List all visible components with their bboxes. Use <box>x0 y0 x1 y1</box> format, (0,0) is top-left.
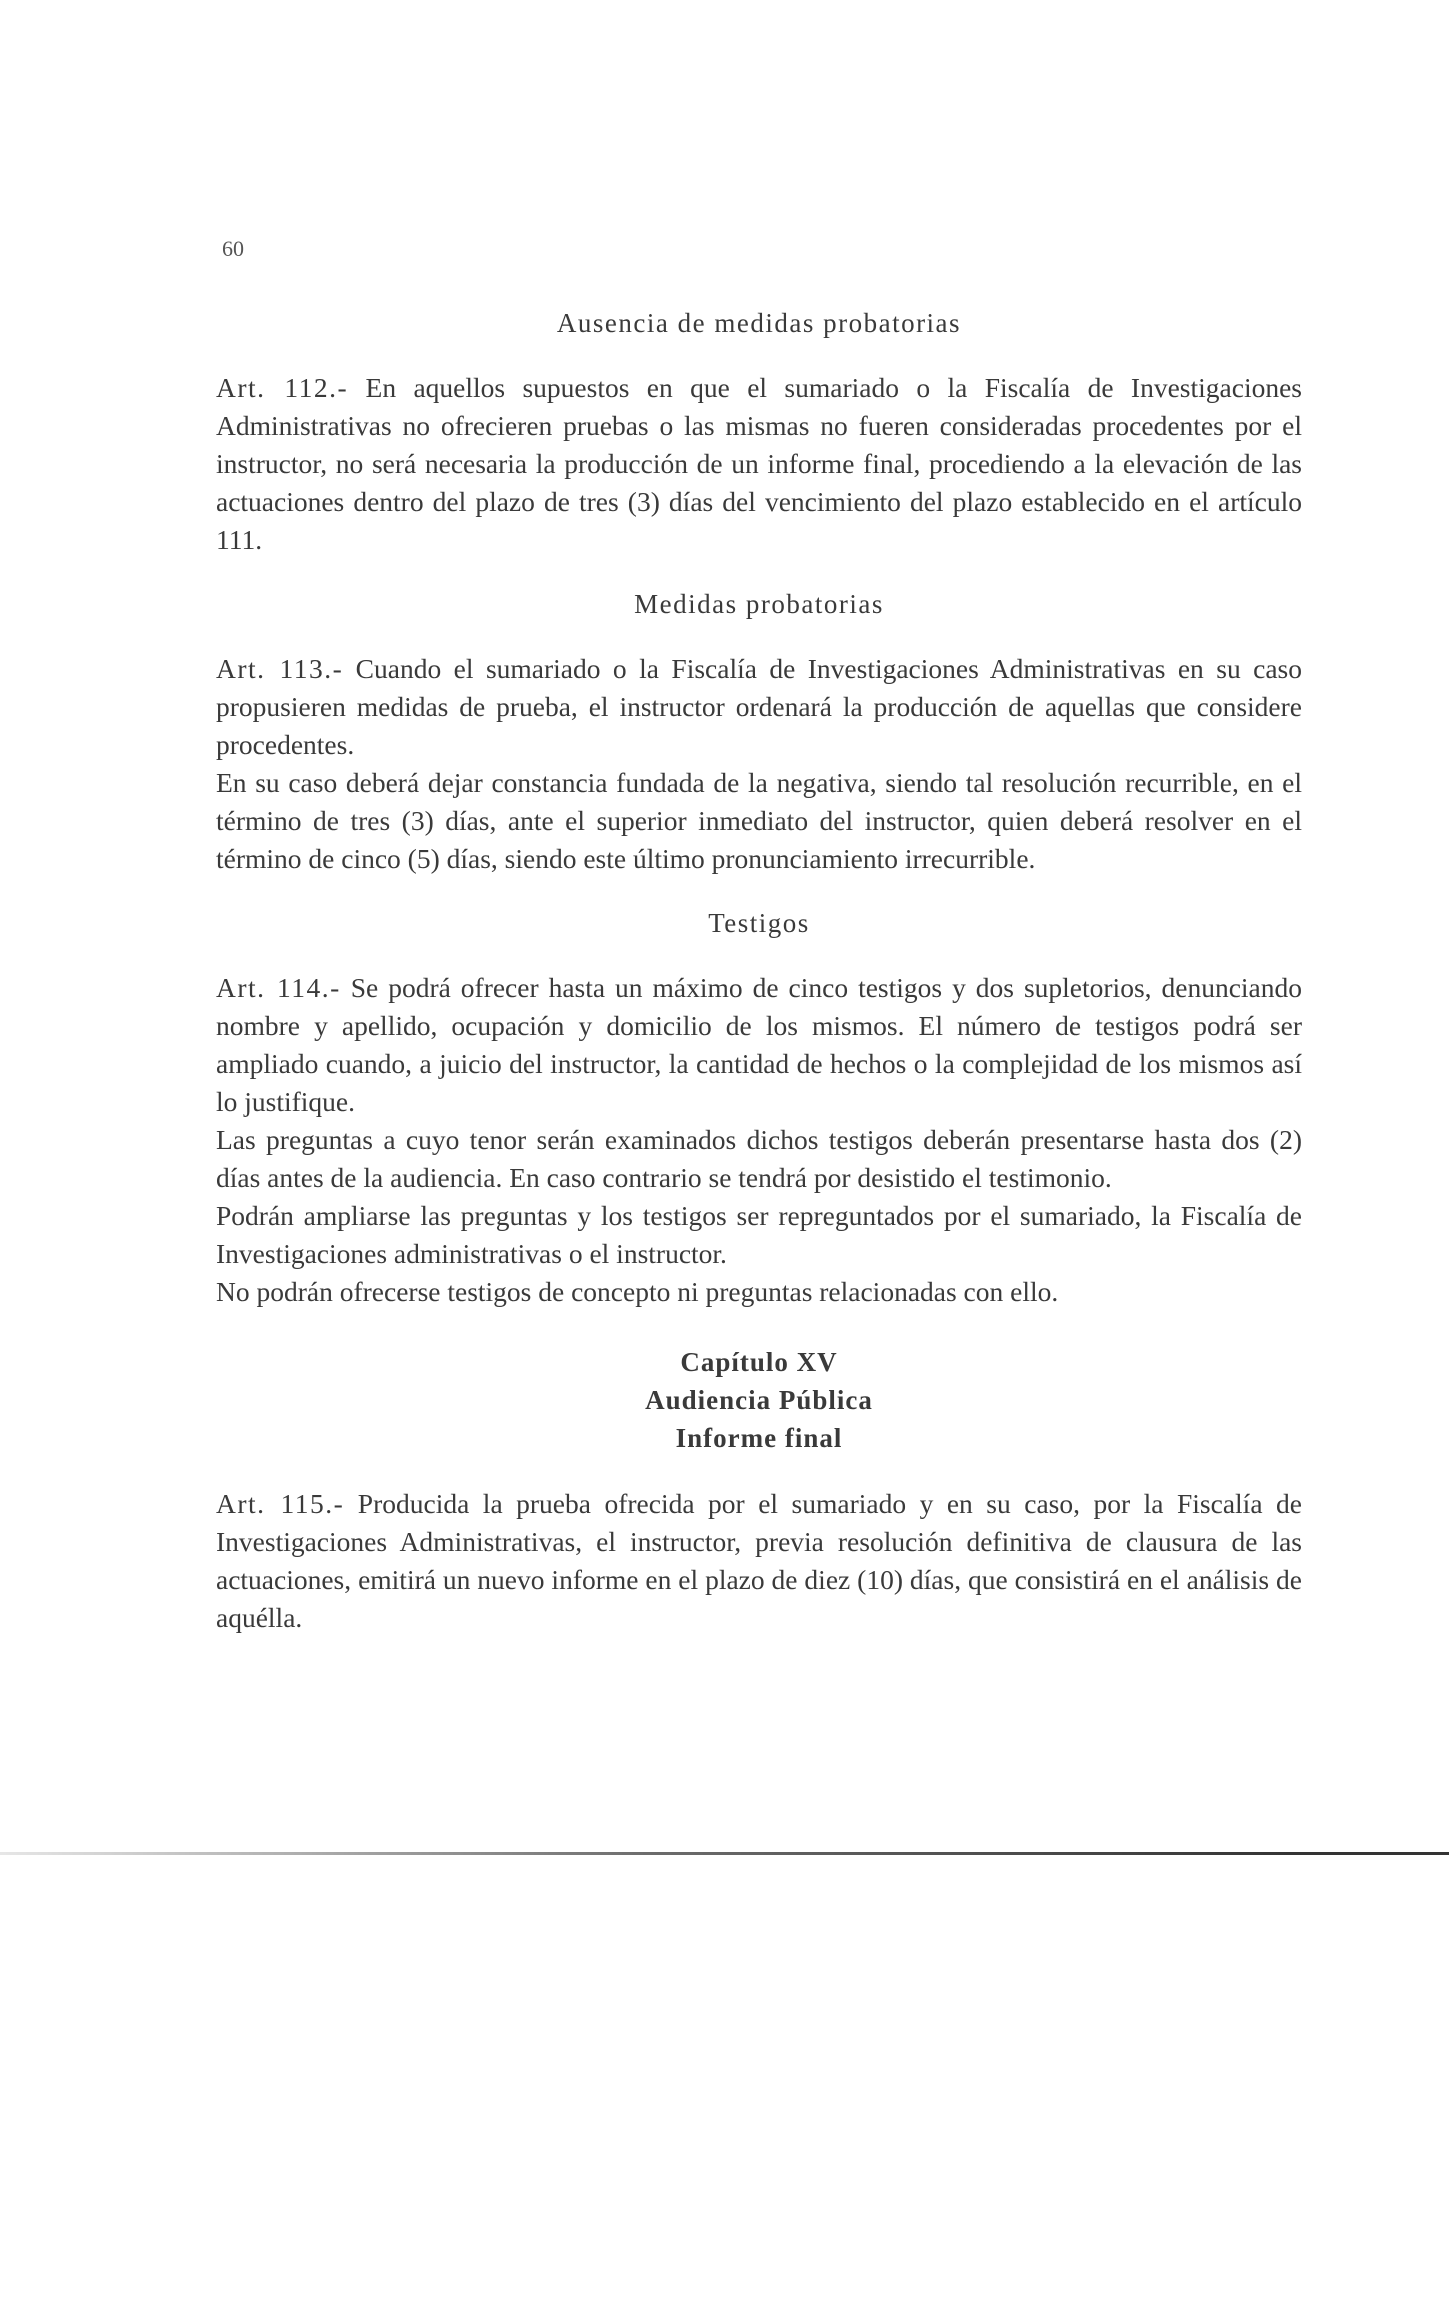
article-114-paragraph-3: Podrán ampliarse las preguntas y los testigos ser repreguntados por el sumariado, la Fiscalía de Investigaciones administrativas o el instructor. <box>216 1200 1302 1269</box>
article-114-paragraph-4: No podrán ofrecerse testigos de concepto ni preguntas relacionadas con ello. <box>216 1276 1059 1307</box>
article-115-text: Producida la prueba ofrecida por el sumariado y en su caso, por la Fiscalía de Investigaciones Administrativas, el instructor, previa resolución definitiva de clausura de las actuaciones, emitirá un nuevo informe en el plazo de diez (10) días, que consistirá en el análisis de aquélla. <box>216 1488 1302 1633</box>
document-body <box>216 308 1302 1637</box>
article-113-paragraph-2: En su caso deberá dejar constancia fundada de la negativa, siendo tal resolución recurrible, en el término de tres (3) días, ante el superior inmediato del instructor, quien deberá resolver en el término de cinco (5) días, siendo este último pronunciamiento irrecurrible. <box>216 767 1302 874</box>
article-115 <box>216 1485 1302 1637</box>
section-heading-testigos: Testigos <box>708 908 810 938</box>
article-113-label: Art. 113.- <box>216 653 344 684</box>
article-113-text: Cuando el sumariado o la Fiscalía de Investigaciones Administrativas en su caso propusieren medidas de prueba, el instructor ordenará la producción de aquellas que considere procedentes. <box>216 653 1302 760</box>
article-113 <box>216 650 1302 764</box>
article-114-text: Se podrá ofrecer hasta un máximo de cinco testigos y dos supletorios, denunciando nombre y apellido, ocupación y domicilio de los mismos. El número de testigos podrá ser ampliado cuando, a juicio del instructor, la cantidad de hechos o la complejidad de los mismos así lo justifique. <box>216 972 1302 1117</box>
article-114-paragraph-2: Las preguntas a cuyo tenor serán examinados dichos testigos deberán presentarse hasta dos (2) días antes de la audiencia. En caso contrario se tendrá por desistido el testimonio. <box>216 1124 1302 1193</box>
chapter-title: Audiencia Pública <box>645 1385 873 1415</box>
page-number: 60 <box>222 236 244 261</box>
article-114-label: Art. 114.- <box>216 972 341 1003</box>
article-114 <box>216 969 1302 1121</box>
chapter-number: Capítulo XV <box>680 1347 838 1377</box>
section-heading-medidas: Medidas probatorias <box>634 589 884 619</box>
article-112-text: En aquellos supuestos en que el sumariado o la Fiscalía de Investigaciones Administrativas no ofrecieren pruebas o las mismas no fueren consideradas procedentes por el instructor, no será necesaria la producción de un informe final, procediendo a la elevación de las actuaciones dentro del plazo de tres (3) días del vencimiento del plazo establecido en el artículo 111. <box>216 372 1302 555</box>
chapter-subtitle: Informe final <box>675 1423 843 1453</box>
scan-edge-line <box>0 1852 1449 1855</box>
article-115-label: Art. 115.- <box>216 1488 345 1519</box>
article-112-label: Art. 112.- <box>216 372 349 403</box>
article-112 <box>216 369 1302 559</box>
chapter-heading <box>216 1343 1302 1457</box>
section-heading-ausencia: Ausencia de medidas probatorias <box>556 308 962 338</box>
